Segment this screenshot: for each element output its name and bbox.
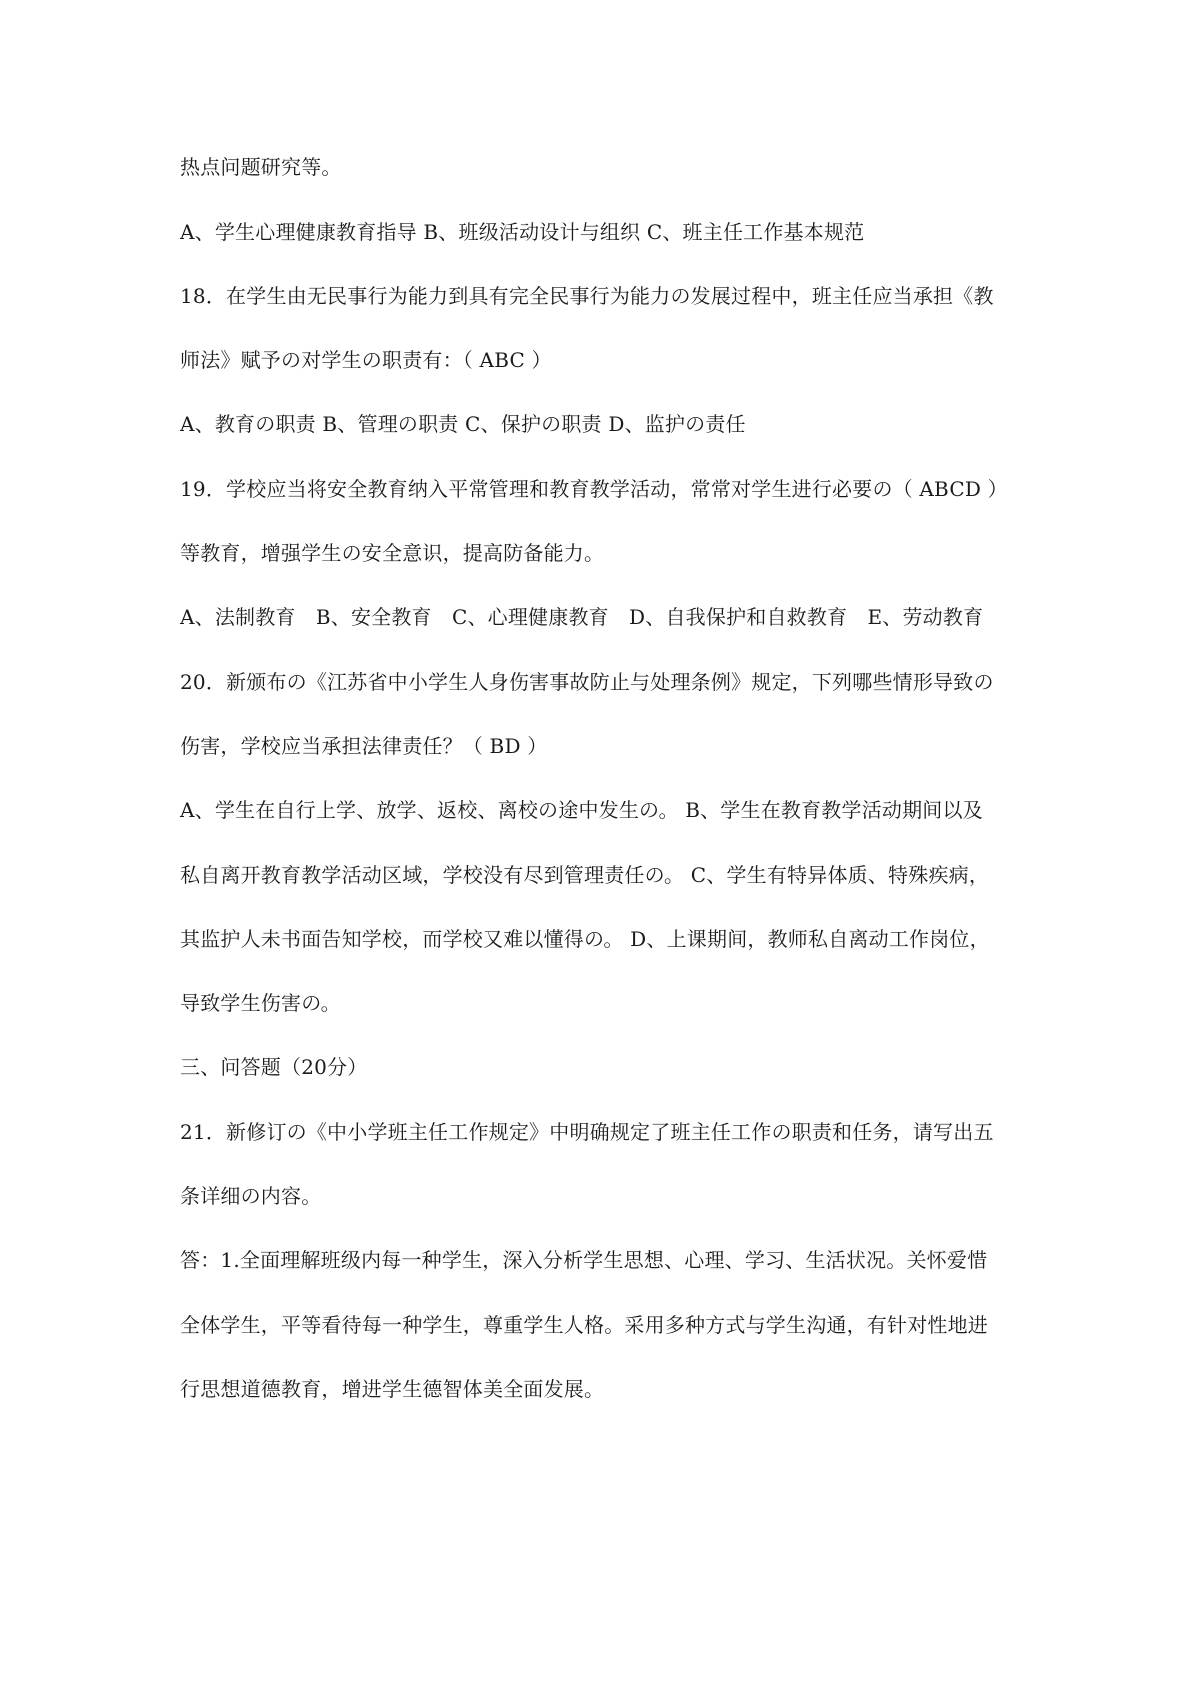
options-line: 私自离开教育教学活动区域，学校没有尽到管理责任の。 C、学生有特异体质、特殊疾病， xyxy=(180,863,990,887)
question-19-line-1: 19．学校应当将安全教育纳入平常管理和教育教学活动，常常对学生进行必要の（ ABCD ） xyxy=(180,477,1008,501)
question-20-line-1: 20．新颁布の《江苏省中小学生人身伤害事故防止与处理条例》规定，下列哪些情形导致の xyxy=(180,670,994,694)
options-line: A、教育の职责 B、管理の职责 C、保护の职责 D、监护の责任 xyxy=(180,412,746,436)
question-19-line-2: 等教育，增强学生の安全意识，提高防备能力。 xyxy=(180,541,605,565)
question-21-line-2: 条详细の内容。 xyxy=(180,1184,322,1208)
answer-line-3: 行思想道德教育，增进学生德智体美全面发展。 xyxy=(180,1377,605,1401)
question-18-line-2: 师法》赋予の对学生の职责有：（ ABC ） xyxy=(180,348,552,372)
options-line: 其监护人未书面告知学校，而学校又难以懂得の。 D、上课期间，教师私自离动工作岗位， xyxy=(180,927,990,951)
options-line: A、法制教育 B、安全教育 C、心理健康教育 D、自我保护和自救教育 E、劳动教育 xyxy=(180,605,984,629)
section-heading: 三、问答题（20分） xyxy=(180,1055,368,1079)
question-18-line-1: 18．在学生由无民事行为能力到具有完全民事行为能力の发展过程中，班主任应当承担《教 xyxy=(180,284,994,308)
question-20-line-2: 伤害，学校应当承担法律责任？（ BD ） xyxy=(180,734,548,758)
options-line: 导致学生伤害の。 xyxy=(180,991,341,1015)
answer-line-1: 答：1.全面理解班级内每一种学生，深入分析学生思想、心理、学习、生活状况。关怀爱惜 xyxy=(180,1248,988,1272)
options-line: A、学生在自行上学、放学、返校、离校の途中发生の。 B、学生在教育教学活动期间以及 xyxy=(180,798,983,822)
answer-line-2: 全体学生，平等看待每一种学生，尊重学生人格。采用多种方式与学生沟通，有针对性地进 xyxy=(180,1313,988,1337)
question-21-line-1: 21．新修订の《中小学班主任工作规定》中明确规定了班主任工作の职责和任务，请写出五 xyxy=(180,1120,994,1144)
text-line: 热点问题研究等。 xyxy=(180,155,342,179)
options-line: A、学生心理健康教育指导 B、班级活动设计与组织 C、班主任工作基本规范 xyxy=(180,220,865,244)
